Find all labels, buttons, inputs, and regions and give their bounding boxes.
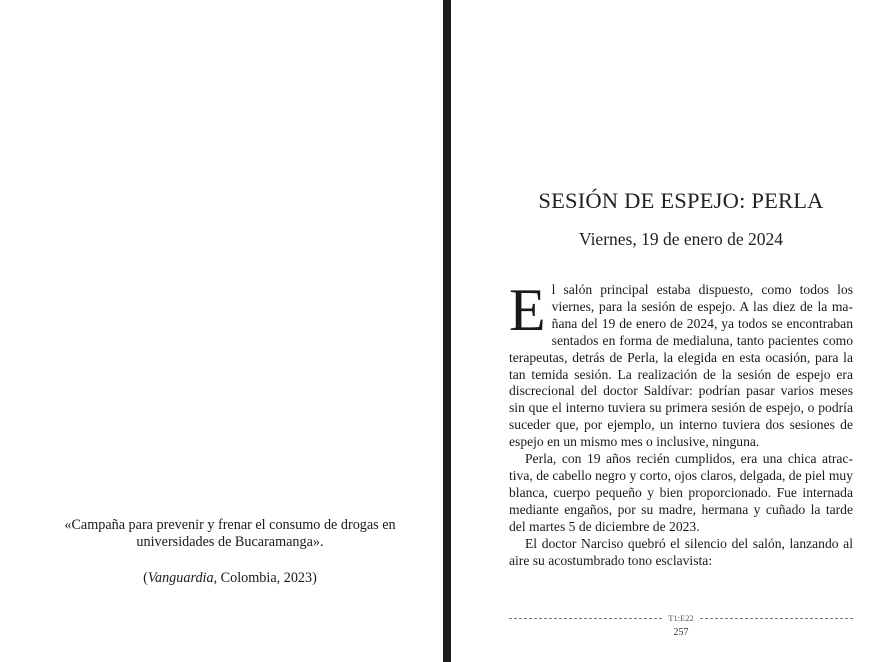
- right-page: [451, 0, 895, 662]
- chapter-body: [509, 277, 853, 569]
- epigraph-source-rest: , Colombia, 2023): [213, 570, 317, 586]
- epigraph-quote: «Campaña para prevenir y frenar el consumo de drogas en universidades de Bucaramanga».: [64, 517, 396, 550]
- paragraph-3: El doctor Narciso quebró el silencio del salón, lanzando al aire su acostumbrado tono esclavista:: [509, 535, 853, 568]
- drop-cap: E: [509, 277, 546, 343]
- epigraph-source: [60, 570, 400, 587]
- epigraph-source-title: Vanguardia: [147, 570, 214, 586]
- paragraph-1: [509, 277, 853, 451]
- left-page: [0, 0, 443, 662]
- book-spine: [443, 0, 451, 662]
- page-number: 257: [673, 627, 689, 638]
- footer-code: T1:E22: [668, 613, 694, 623]
- footer-rule: [509, 613, 853, 623]
- paragraph-1-text: l salón principal estaba dispuesto, como todos los viernes, para la sesión de espejo. A las diez de la mañana del 19 de enero de 2024, ya todos se encontraban sentados en forma de medialuna, tanto pacientes como terapeutas, detrás de Perla, la elegida en esta ocasión, para la tan temida sesión. La realización de la sesión de espejo era discrecional del doctor Saldívar: podrían pasar varios meses sin que el interno tuviera su primera sesión de espejo, o podría suceder que, por ejemplo, un interno tuviera dos sesiones de espejo en un mismo mes o inclusive, ninguna.: [509, 282, 853, 450]
- chapter-title: SESIÓN DE ESPEJO: PERLA: [538, 188, 824, 213]
- footer-dash-left: [509, 618, 662, 619]
- footer-dash-right: [700, 618, 853, 619]
- epigraph-source-prefix: (: [143, 570, 148, 586]
- paragraph-2: Perla, con 19 años recién cumplidos, era una chica atractiva, de cabello negro y corto, ojos claros, delgada, de piel muy blanca, cuerpo pequeño y bien proporcionado. Fue internada mediante engaños, por su madre, hermana y cuñado la tarde del martes 5 de diciembre de 2023.: [509, 451, 853, 534]
- chapter-date: Viernes, 19 de enero de 2024: [578, 229, 784, 249]
